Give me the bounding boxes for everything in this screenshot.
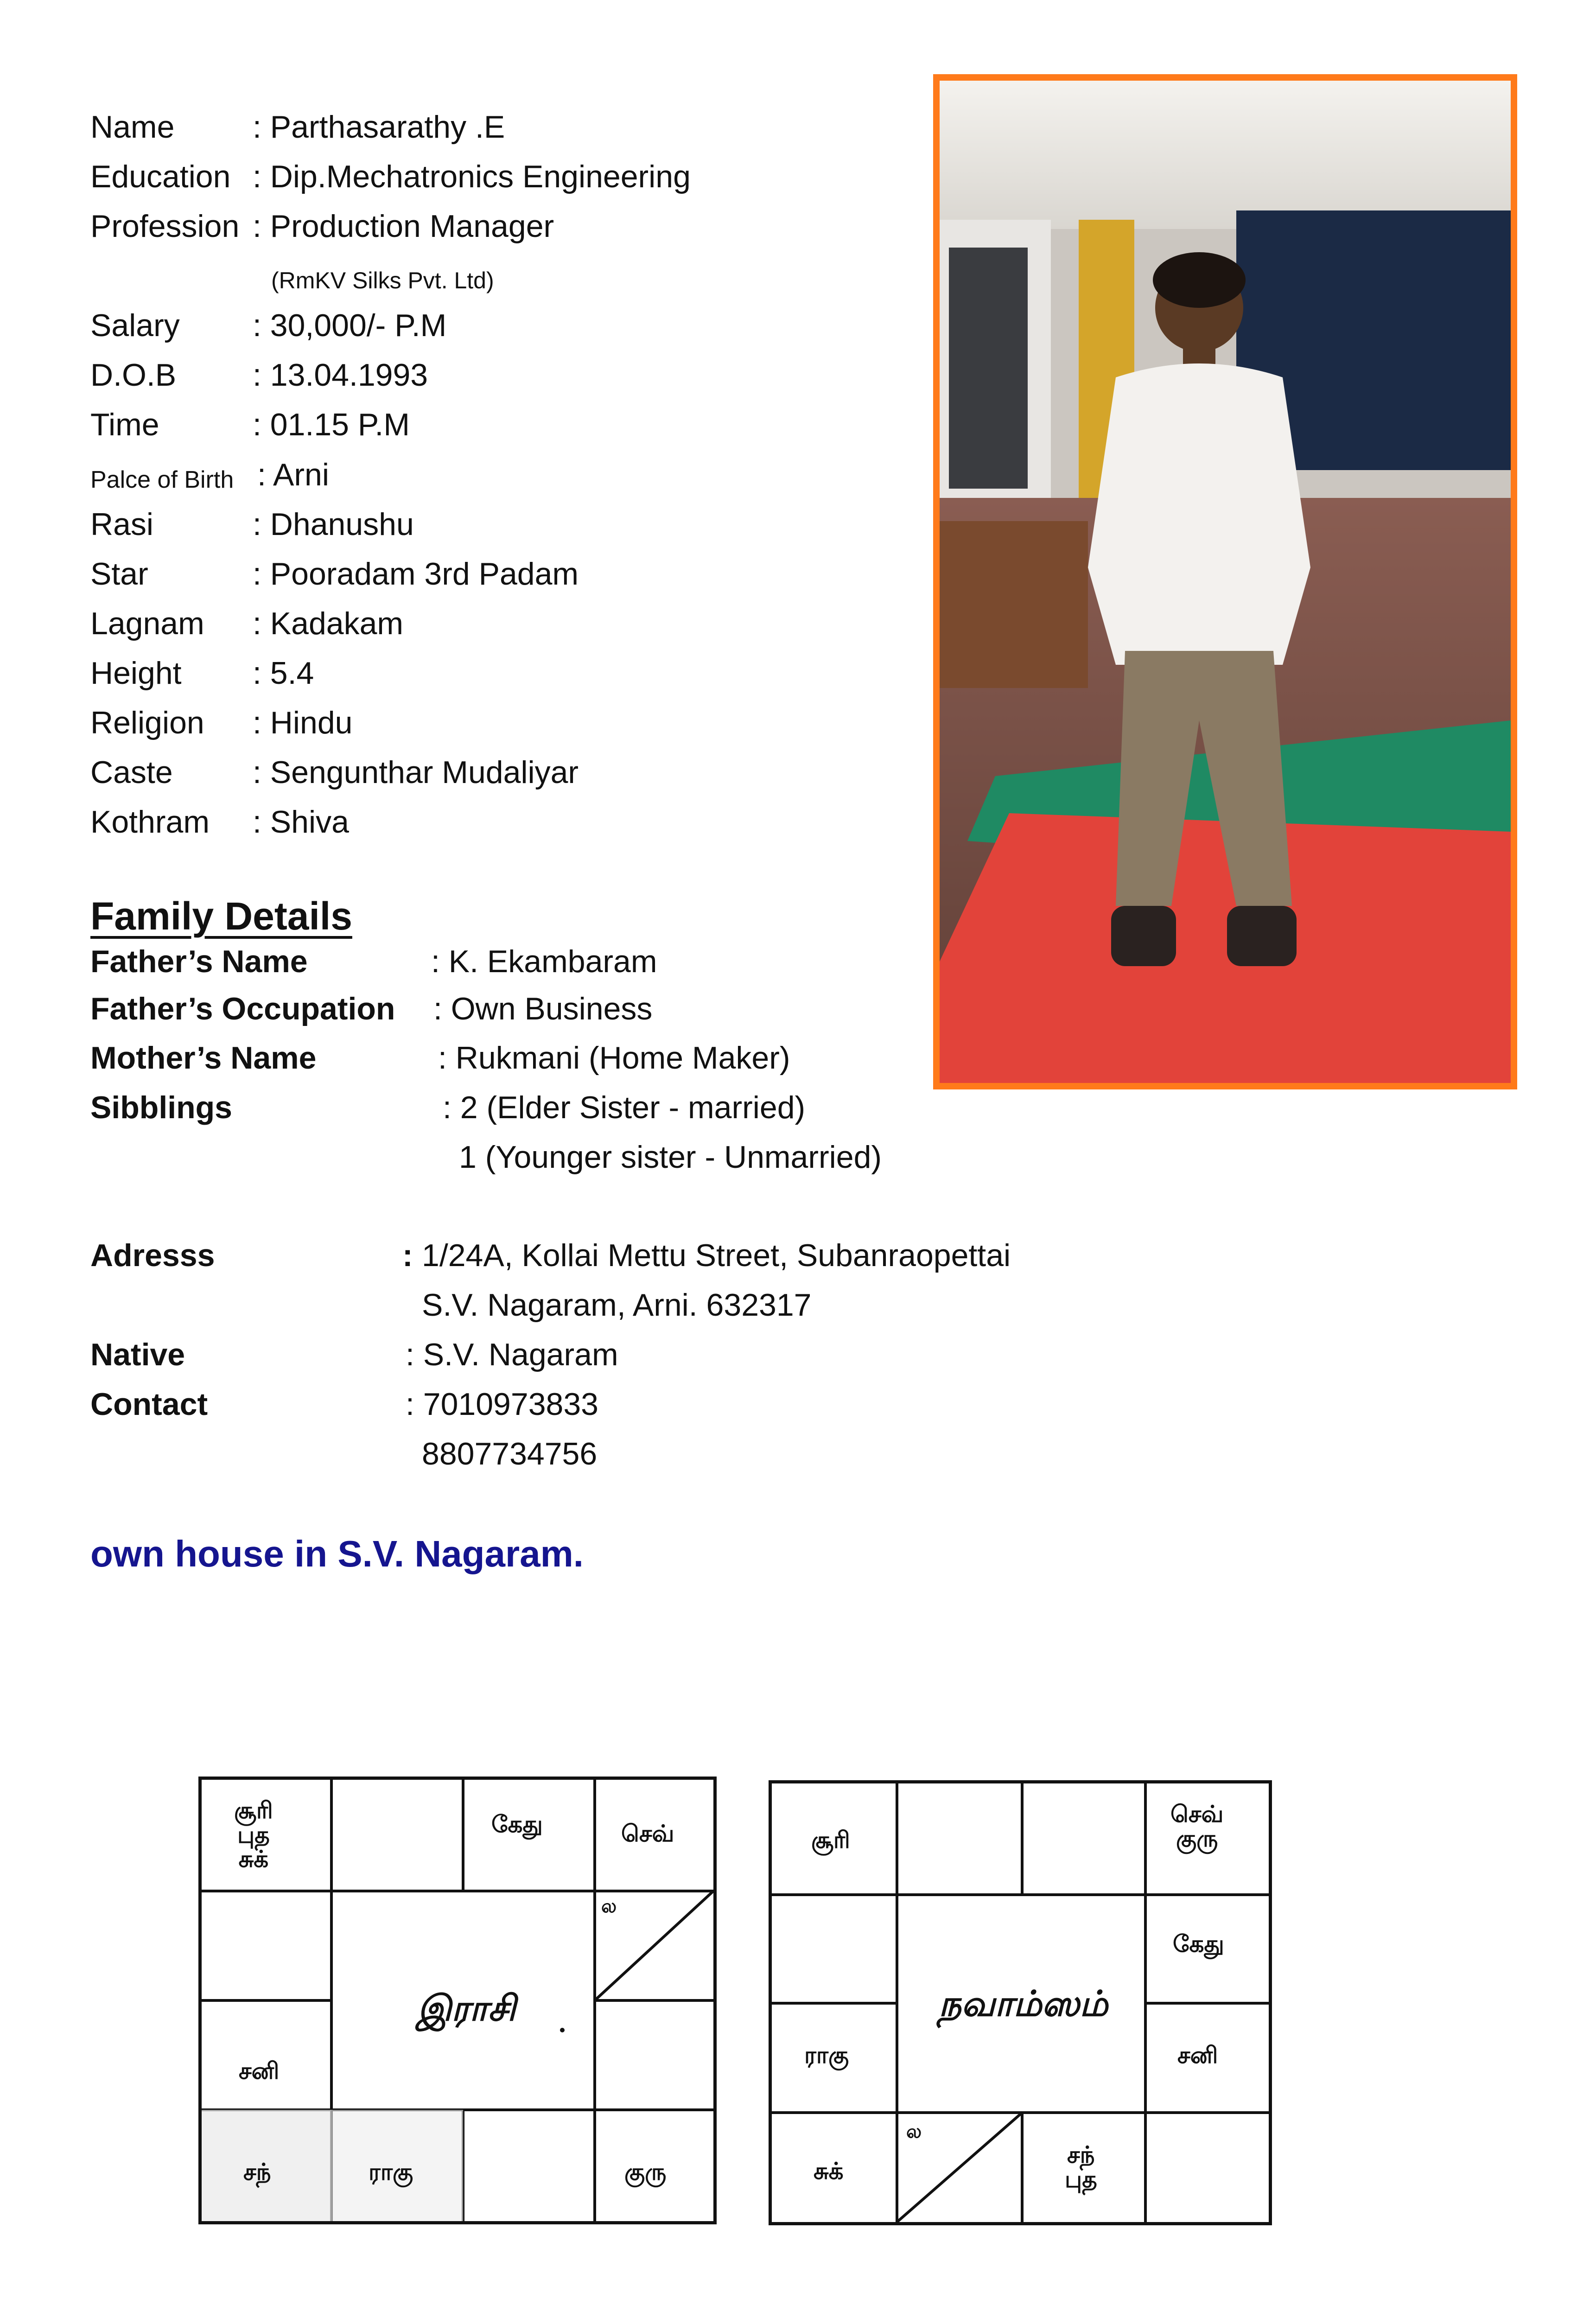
education-label: Education [90,159,231,194]
salary-label: Salary [90,308,180,343]
kothram-label: Kothram [90,804,210,840]
own-house-note: own house in S.V. Nagaram. [90,1533,584,1574]
siblings-value-2: 1 (Younger sister - Unmarried) [459,1140,882,1175]
family-heading: Family Details [90,894,352,938]
profession-value: : Production Manager [253,209,554,244]
rasi-cell-r0c0: சூரி புத சுக் [234,1797,273,1872]
father-occupation-label: Father’s Occupation [90,991,395,1026]
rasi-cell-r2c0: சனி [239,2057,280,2084]
native-label: Native [90,1337,185,1372]
lagnam-value: : Kadakam [253,606,404,641]
education-value: : Dip.Mechatronics Engineering [253,159,691,194]
father-name-value: : K. Ekambaram [431,944,657,979]
contact-phone-2: 8807734756 [422,1436,598,1471]
contact-phone-1: : 7010973833 [406,1387,598,1422]
navamsam-cell-r3c1: ல [906,2121,922,2142]
father-name-label: Father’s Name [90,944,308,979]
rasi-chart-title: இராசி [417,1987,516,2029]
caste-value: : Sengunthar Mudaliyar [253,755,579,790]
address-line-1: 1/24A, Kollai Mettu Street, Subanraopettai [422,1238,1011,1273]
address-label: Adresss [90,1238,215,1273]
navamsam-cell-r1c3: கேது [1173,1930,1224,1957]
salary-value: : 30,000/- P.M [253,308,447,343]
navamsam-chart [769,1780,1272,2225]
photo-illustration [940,81,1511,1083]
siblings-label: Sibblings [90,1090,232,1125]
navamsam-cell-r2c3: சனி [1177,2042,1218,2069]
dob-label: D.O.B [90,357,177,393]
rasi-cell-r3c0: சந் [243,2159,271,2185]
name-value: : Parthasarathy .E [253,109,505,145]
rasi-cell-r3c1: ராகு [369,2159,413,2185]
navamsam-cell-r0c3: செவ் குரு [1170,1801,1224,1852]
mother-name-label: Mother’s Name [90,1040,317,1076]
religion-label: Religion [90,705,204,740]
rasi-cell-r1c3: ல [601,1896,617,1917]
religion-value: : Hindu [253,705,353,740]
height-value: : 5.4 [253,656,314,691]
rasi-cell-r0c3: செவ் [621,1820,674,1847]
rasi-cell-r0c2: கேது [491,1811,543,1838]
place-of-birth-value: : Arni [257,457,329,492]
native-value: : S.V. Nagaram [406,1337,618,1372]
star-value: : Pooradam 3rd Padam [253,556,579,592]
time-value: : 01.15 P.M [253,407,410,442]
father-occupation-value: : Own Business [433,991,653,1026]
navamsam-cell-r0c0: சூரி [811,1827,850,1853]
rasi-cell-r3c3: குரு [624,2159,667,2185]
navamsam-chart-title: நவாம்ஸம் [939,1983,1108,2024]
rasi-label: Rasi [90,507,154,542]
kothram-value: : Shiva [253,804,349,840]
caste-label: Caste [90,755,173,790]
navamsam-cell-r2c0: ராகு [804,2042,849,2069]
navamsam-cell-r3c0: சுக் [814,2158,844,2184]
rasi-value: : Dhanushu [253,507,414,542]
profile-photo [933,74,1517,1089]
height-label: Height [90,656,182,691]
rasi-chart [198,1777,717,2224]
star-label: Star [90,556,148,592]
address-colon: : [402,1238,413,1273]
siblings-value: : 2 (Elder Sister - married) [443,1090,806,1125]
profession-company: (RmKV Silks Pvt. Ltd) [271,267,494,293]
address-line-2: S.V. Nagaram, Arni. 632317 [422,1287,812,1323]
dob-value: : 13.04.1993 [253,357,428,393]
contact-label: Contact [90,1387,208,1422]
lagnam-label: Lagnam [90,606,204,641]
name-label: Name [90,109,175,145]
profession-label: Profession [90,209,240,244]
time-label: Time [90,407,159,442]
place-of-birth-label: Palce of Birth [90,466,234,493]
navamsam-cell-r3c2: சந் புத [1065,2141,1097,2193]
mother-name-value: : Rukmani (Home Maker) [438,1040,790,1076]
